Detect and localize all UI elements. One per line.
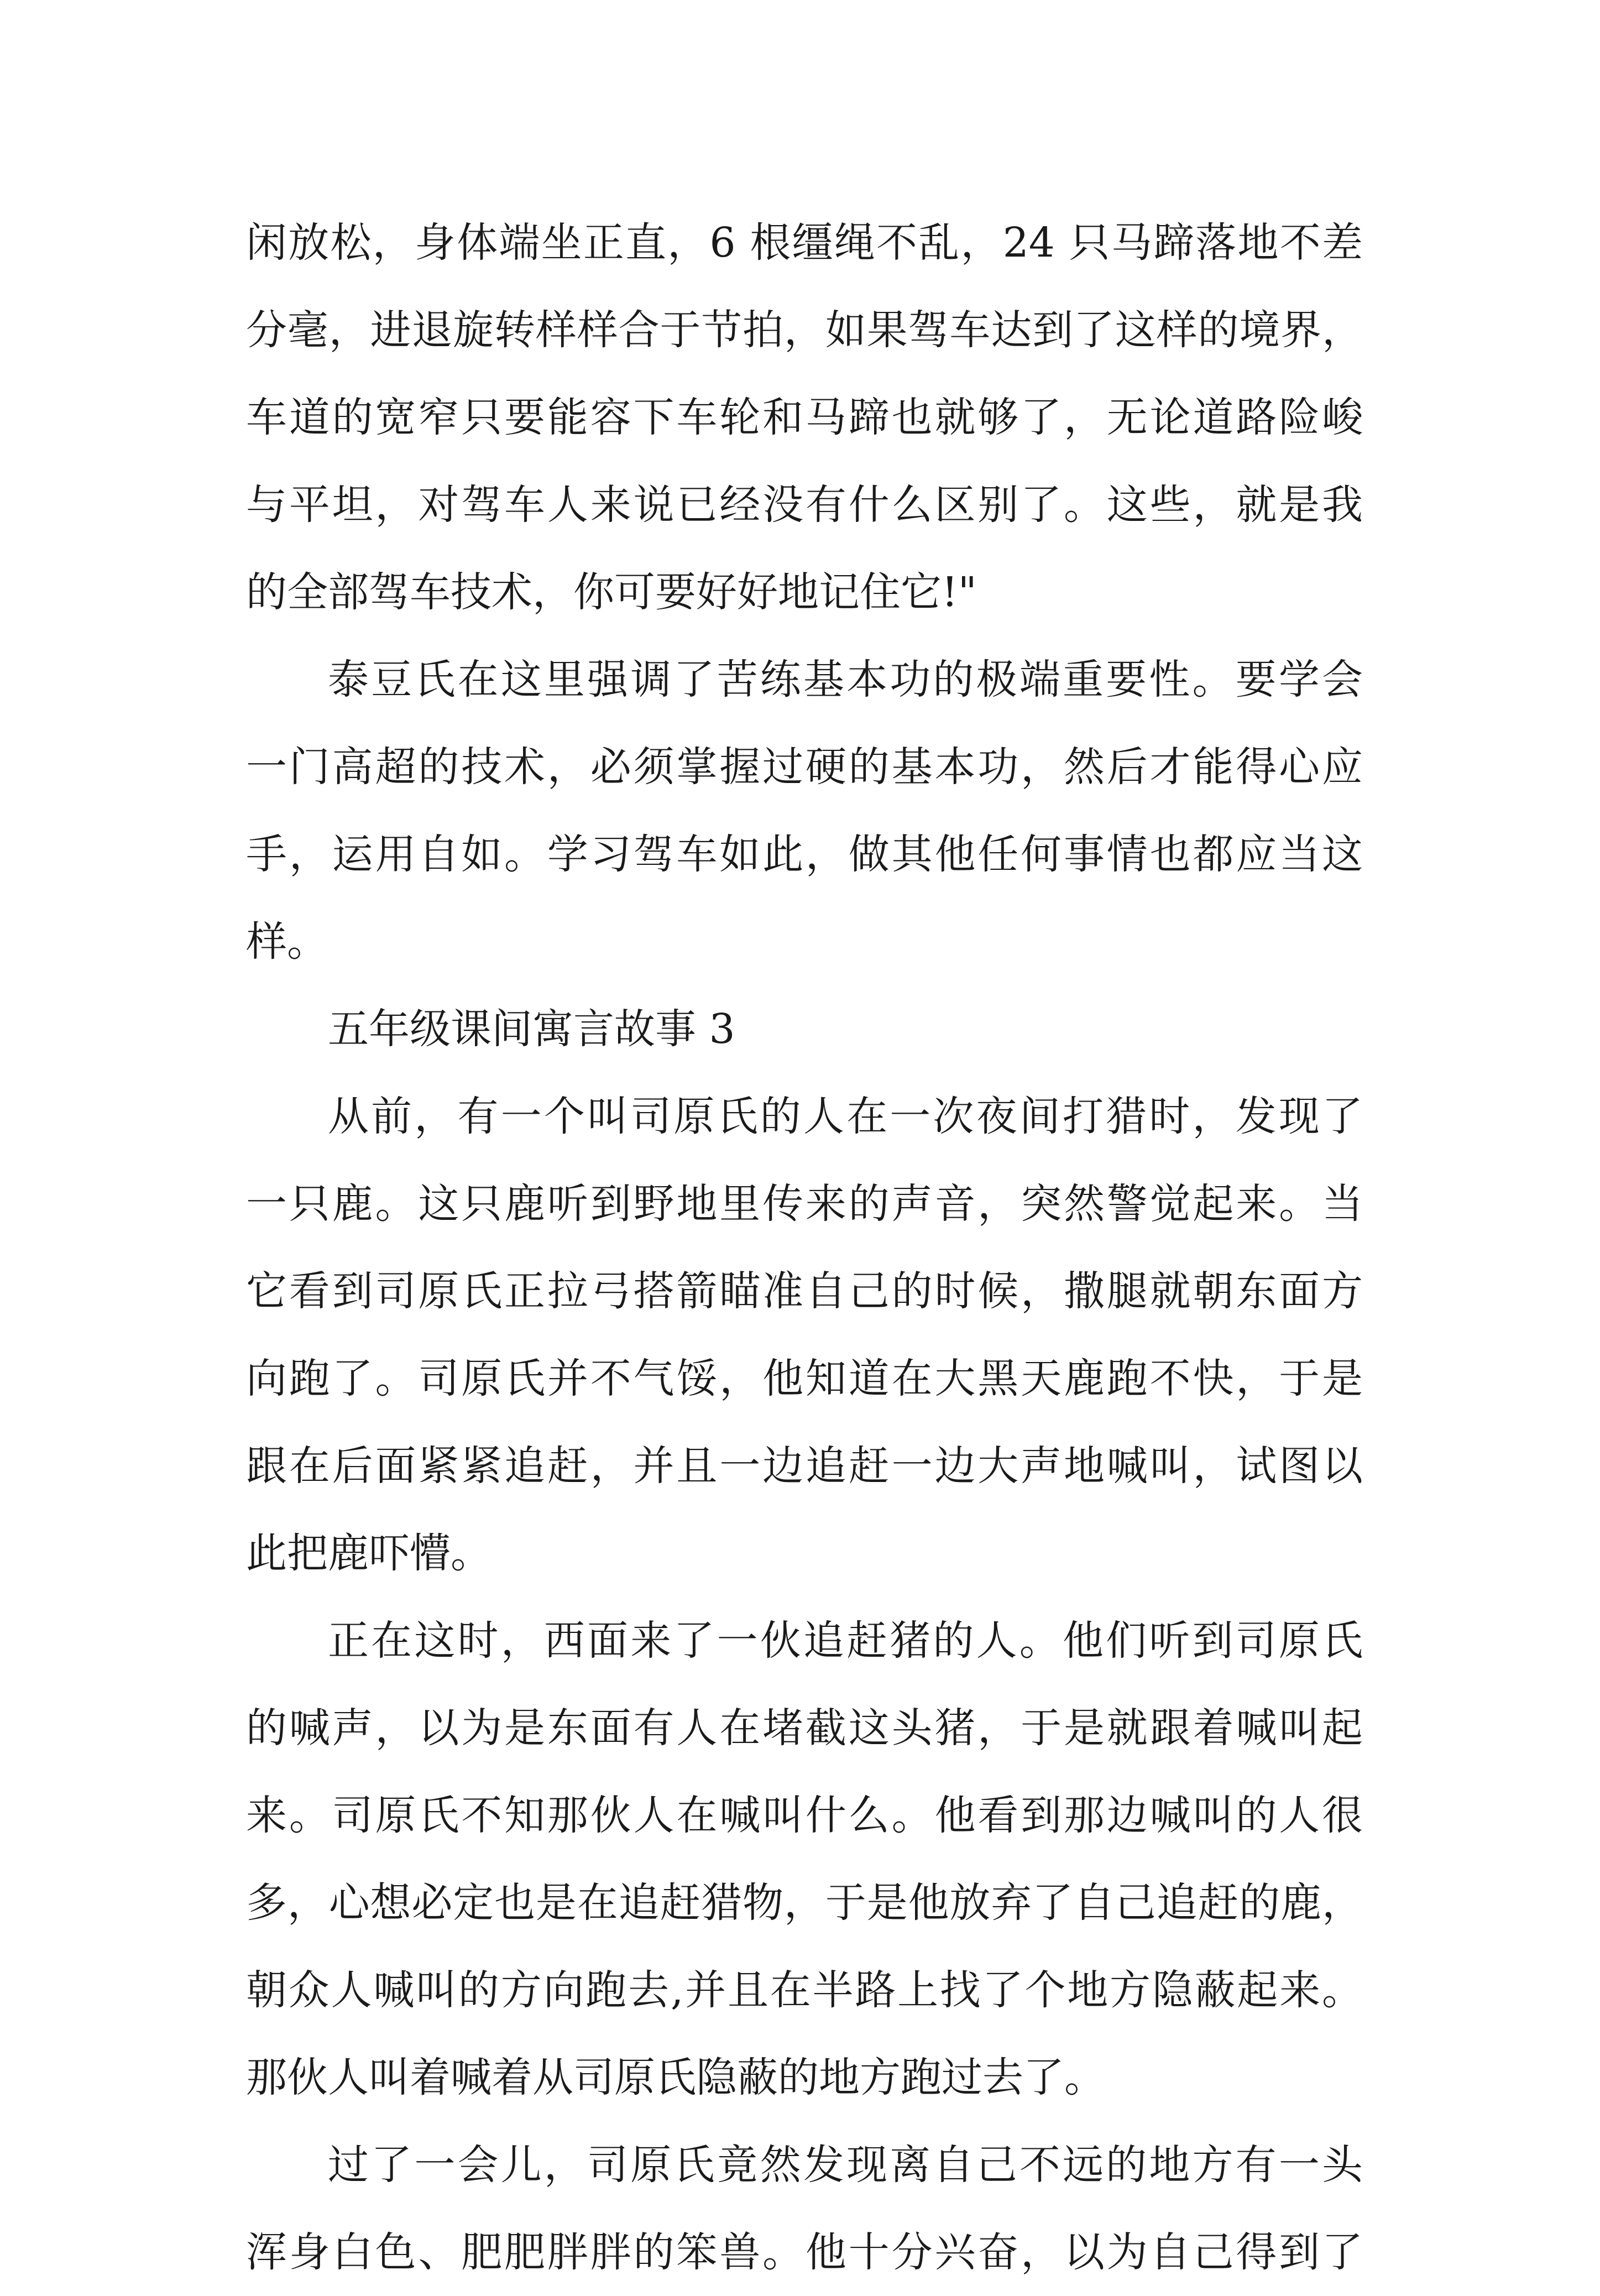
text-line: 分毫，进退旋转样样合于节拍，如果驾车达到了这样的境界， bbox=[246, 306, 1363, 354]
text-line: 样。 bbox=[246, 918, 328, 966]
body-text bbox=[246, 199, 1363, 2296]
text-line: 泰豆氏在这里强调了苦练基本功的极端重要性。要学会 bbox=[328, 656, 1363, 703]
text-line: 跟在后面紧紧追赶，并且一边追赶一边大声地喊叫，试图以 bbox=[246, 1442, 1363, 1490]
text-line: 那伙人叫着喊着从司原氏隐蔽的地方跑过去了。 bbox=[246, 2054, 1105, 2101]
text-line: 此把鹿吓懵。 bbox=[246, 1530, 491, 1577]
text-line: 过了一会儿，司原氏竟然发现离自己不远的地方有一头 bbox=[328, 2141, 1363, 2189]
text-line: 车道的宽窄只要能容下车轮和马蹄也就够了，无论道路险峻 bbox=[246, 394, 1363, 441]
text-line: 来。司原氏不知那伙人在喊叫什么。他看到那边喊叫的人很 bbox=[246, 1792, 1363, 1839]
text-line: 的全部驾车技术，你可要好好地记住它!" bbox=[246, 568, 977, 616]
text-line: 多，心想必定也是在追赶猎物，于是他放弃了自己追赶的鹿， bbox=[246, 1879, 1363, 1927]
text-line: 五年级课间寓言故事 3 bbox=[328, 1005, 735, 1053]
text-line: 正在这时，西面来了一伙追赶猪的人。他们听到司原氏 bbox=[328, 1617, 1363, 1664]
text-line: 闲放松，身体端坐正直，6 根缰绳不乱，24 只马蹄落地不差 bbox=[246, 219, 1363, 267]
text-line: 浑身白色、肥肥胖胖的笨兽。他十分兴奋，以为自己得到了 bbox=[246, 2229, 1363, 2276]
text-line: 朝众人喊叫的方向跑去,并且在半路上找了个地方隐蔽起来。 bbox=[246, 1966, 1363, 2014]
text-line: 一只鹿。这只鹿听到野地里传来的声音，突然警觉起来。当 bbox=[246, 1180, 1363, 1228]
text-line: 一门高超的技术，必须掌握过硬的基本功，然后才能得心应 bbox=[246, 743, 1363, 791]
text-line: 手，运用自如。学习驾车如此，做其他任何事情也都应当这 bbox=[246, 831, 1363, 878]
text-line: 它看到司原氏正拉弓搭箭瞄准自己的时候，撒腿就朝东面方 bbox=[246, 1267, 1363, 1315]
text-line: 向跑了。司原氏并不气馁，他知道在大黑天鹿跑不快，于是 bbox=[246, 1355, 1363, 1402]
text-line: 从前，有一个叫司原氏的人在一次夜间打猎时，发现了 bbox=[328, 1093, 1363, 1140]
text-line: 与平坦，对驾车人来说已经没有什么区别了。这些，就是我 bbox=[246, 481, 1363, 529]
text-line: 的喊声，以为是东面有人在堵截这头猪，于是就跟着喊叫起 bbox=[246, 1704, 1363, 1752]
